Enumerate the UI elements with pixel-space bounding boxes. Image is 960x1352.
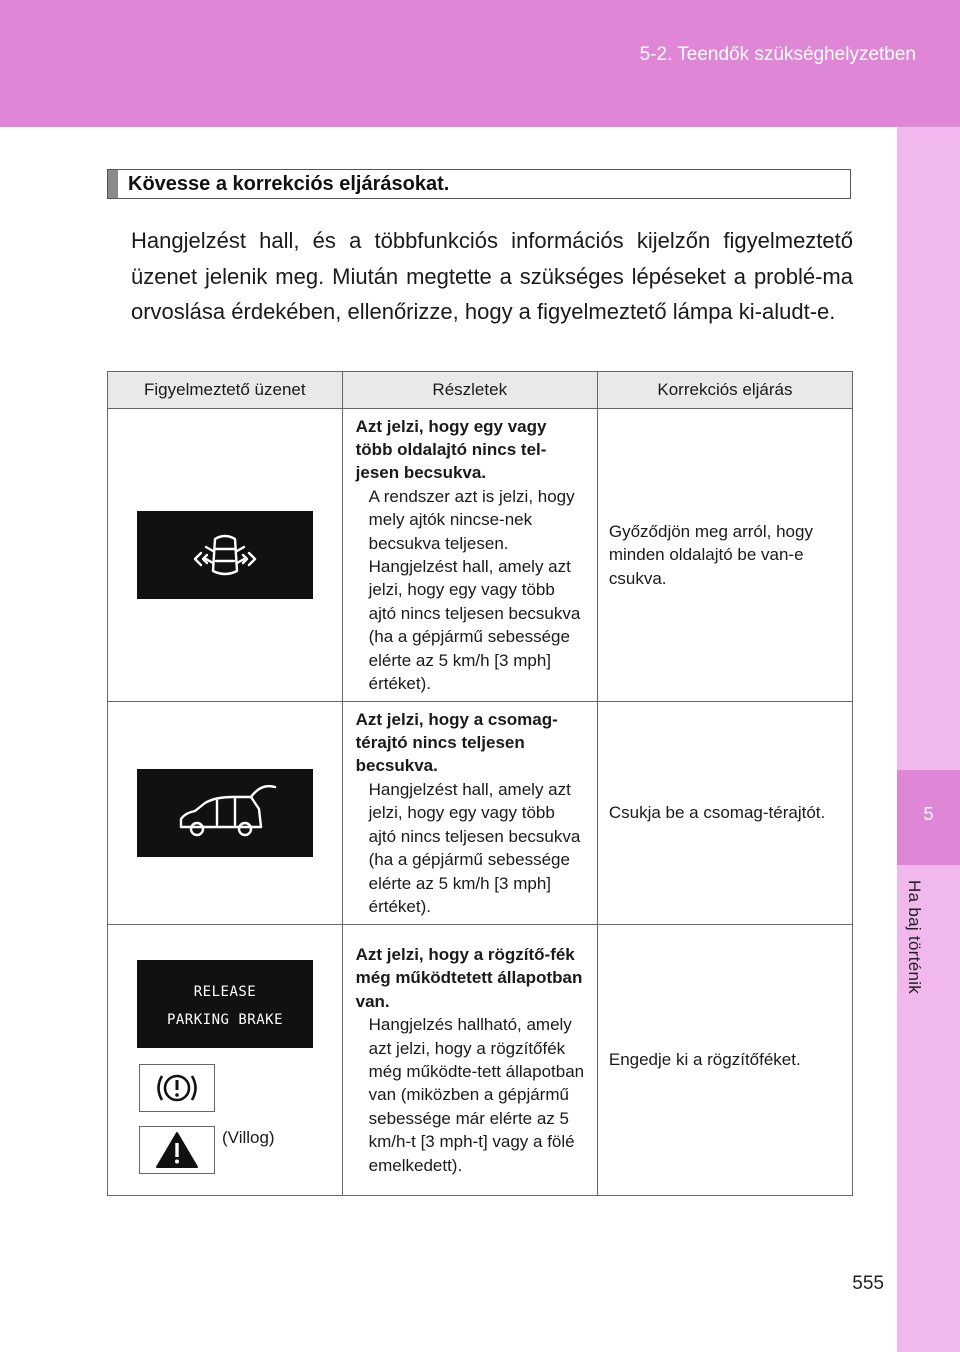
table-header-row xyxy=(108,372,853,409)
details-cell xyxy=(342,925,597,1196)
page-number: 555 xyxy=(852,1273,884,1294)
correction-cell: Győződjön meg arról, hogy minden oldalajtó be van-e csukva. xyxy=(597,409,852,702)
flashing-note: (Villog) xyxy=(222,1128,275,1147)
side-strip xyxy=(897,127,960,1352)
details-text: Hangjelzést hall, amely azt jelzi, hogy egy vagy több ajtó nincs teljesen becsukva (ha a gépjármű sebessége elérte az 5 km/h [3 mph] értéket). xyxy=(368,779,581,916)
details-text: Hangjelzés hallható, amely azt jelzi, hogy a rögzítőfék még működte-tett állapotban van (miközben a gépjármű sebessége már elérte az 5 km/h-t [3 mph-t] vagy a fölé emelkedett). xyxy=(368,1015,585,1175)
header-cell: Korrekciós eljárás xyxy=(597,372,852,409)
trunk-open-icon xyxy=(137,769,313,857)
correction-cell: Engedje ki a rögzítőféket. xyxy=(597,925,852,1196)
message-cell xyxy=(108,409,343,702)
chapter-number: 5 xyxy=(923,804,934,824)
table-row xyxy=(108,925,853,1196)
message-cell-content xyxy=(108,925,342,1195)
heading-box xyxy=(107,169,851,199)
details-cell xyxy=(342,409,597,702)
master-warning-icon xyxy=(139,1126,215,1174)
table-row xyxy=(108,702,853,925)
details-bold: Azt jelzi, hogy a csomag-térajtó nincs teljesen becsukva. xyxy=(355,709,558,776)
message-cell xyxy=(108,702,343,925)
display-line-2: PARKING BRAKE xyxy=(166,1012,284,1028)
chapter-label xyxy=(896,880,936,1010)
details-bold: Azt jelzi, hogy egy vagy több oldalajtó nincs tel-jesen becsukva. xyxy=(355,416,547,483)
warning-table xyxy=(107,371,853,1196)
header-cell: Részletek xyxy=(342,372,597,409)
door-open-icon xyxy=(137,511,313,599)
display-line-1: RELEASE xyxy=(193,984,257,1000)
details-text: A rendszer azt is jelzi, hogy mely ajtók nincse-nek becsukva teljesen. Hangjelzést hall, amely azt jelzi, hogy egy vagy több ajtó nincs teljesen becsukva (ha a gépjármű sebessége elérte az 5 km/h [3 mph] értéket). xyxy=(368,486,581,694)
parking-brake-display xyxy=(137,960,313,1048)
header-band xyxy=(0,0,960,127)
heading-bar xyxy=(108,170,118,198)
brake-warning-icon xyxy=(139,1064,215,1112)
heading-text: Kövesse a korrekciós eljárásokat. xyxy=(128,173,450,195)
chapter-label-text: Ha baj történik xyxy=(905,880,924,995)
correction-cell: Csukja be a csomag-térajtót. xyxy=(597,702,852,925)
table-row xyxy=(108,409,853,702)
chapter-tab xyxy=(897,770,960,865)
details-cell xyxy=(342,702,597,925)
details-bold: Azt jelzi, hogy a rögzítő-fék még működtetett állapotban van. xyxy=(355,944,583,1011)
section-title: 5-2. Teendők szükséghelyzetben xyxy=(639,44,916,65)
intro-paragraph: Hangjelzést hall, és a többfunkciós információs kijelzőn figyelmeztető üzenet jelenik meg. Miután megtette a szükséges lépéseket a problé-ma orvoslása érdekében, ellenőrizze, hogy a figyelmeztető lámpa ki-aludt-e. xyxy=(131,228,853,324)
message-cell xyxy=(108,925,343,1196)
header-cell: Figyelmeztető üzenet xyxy=(108,372,343,409)
